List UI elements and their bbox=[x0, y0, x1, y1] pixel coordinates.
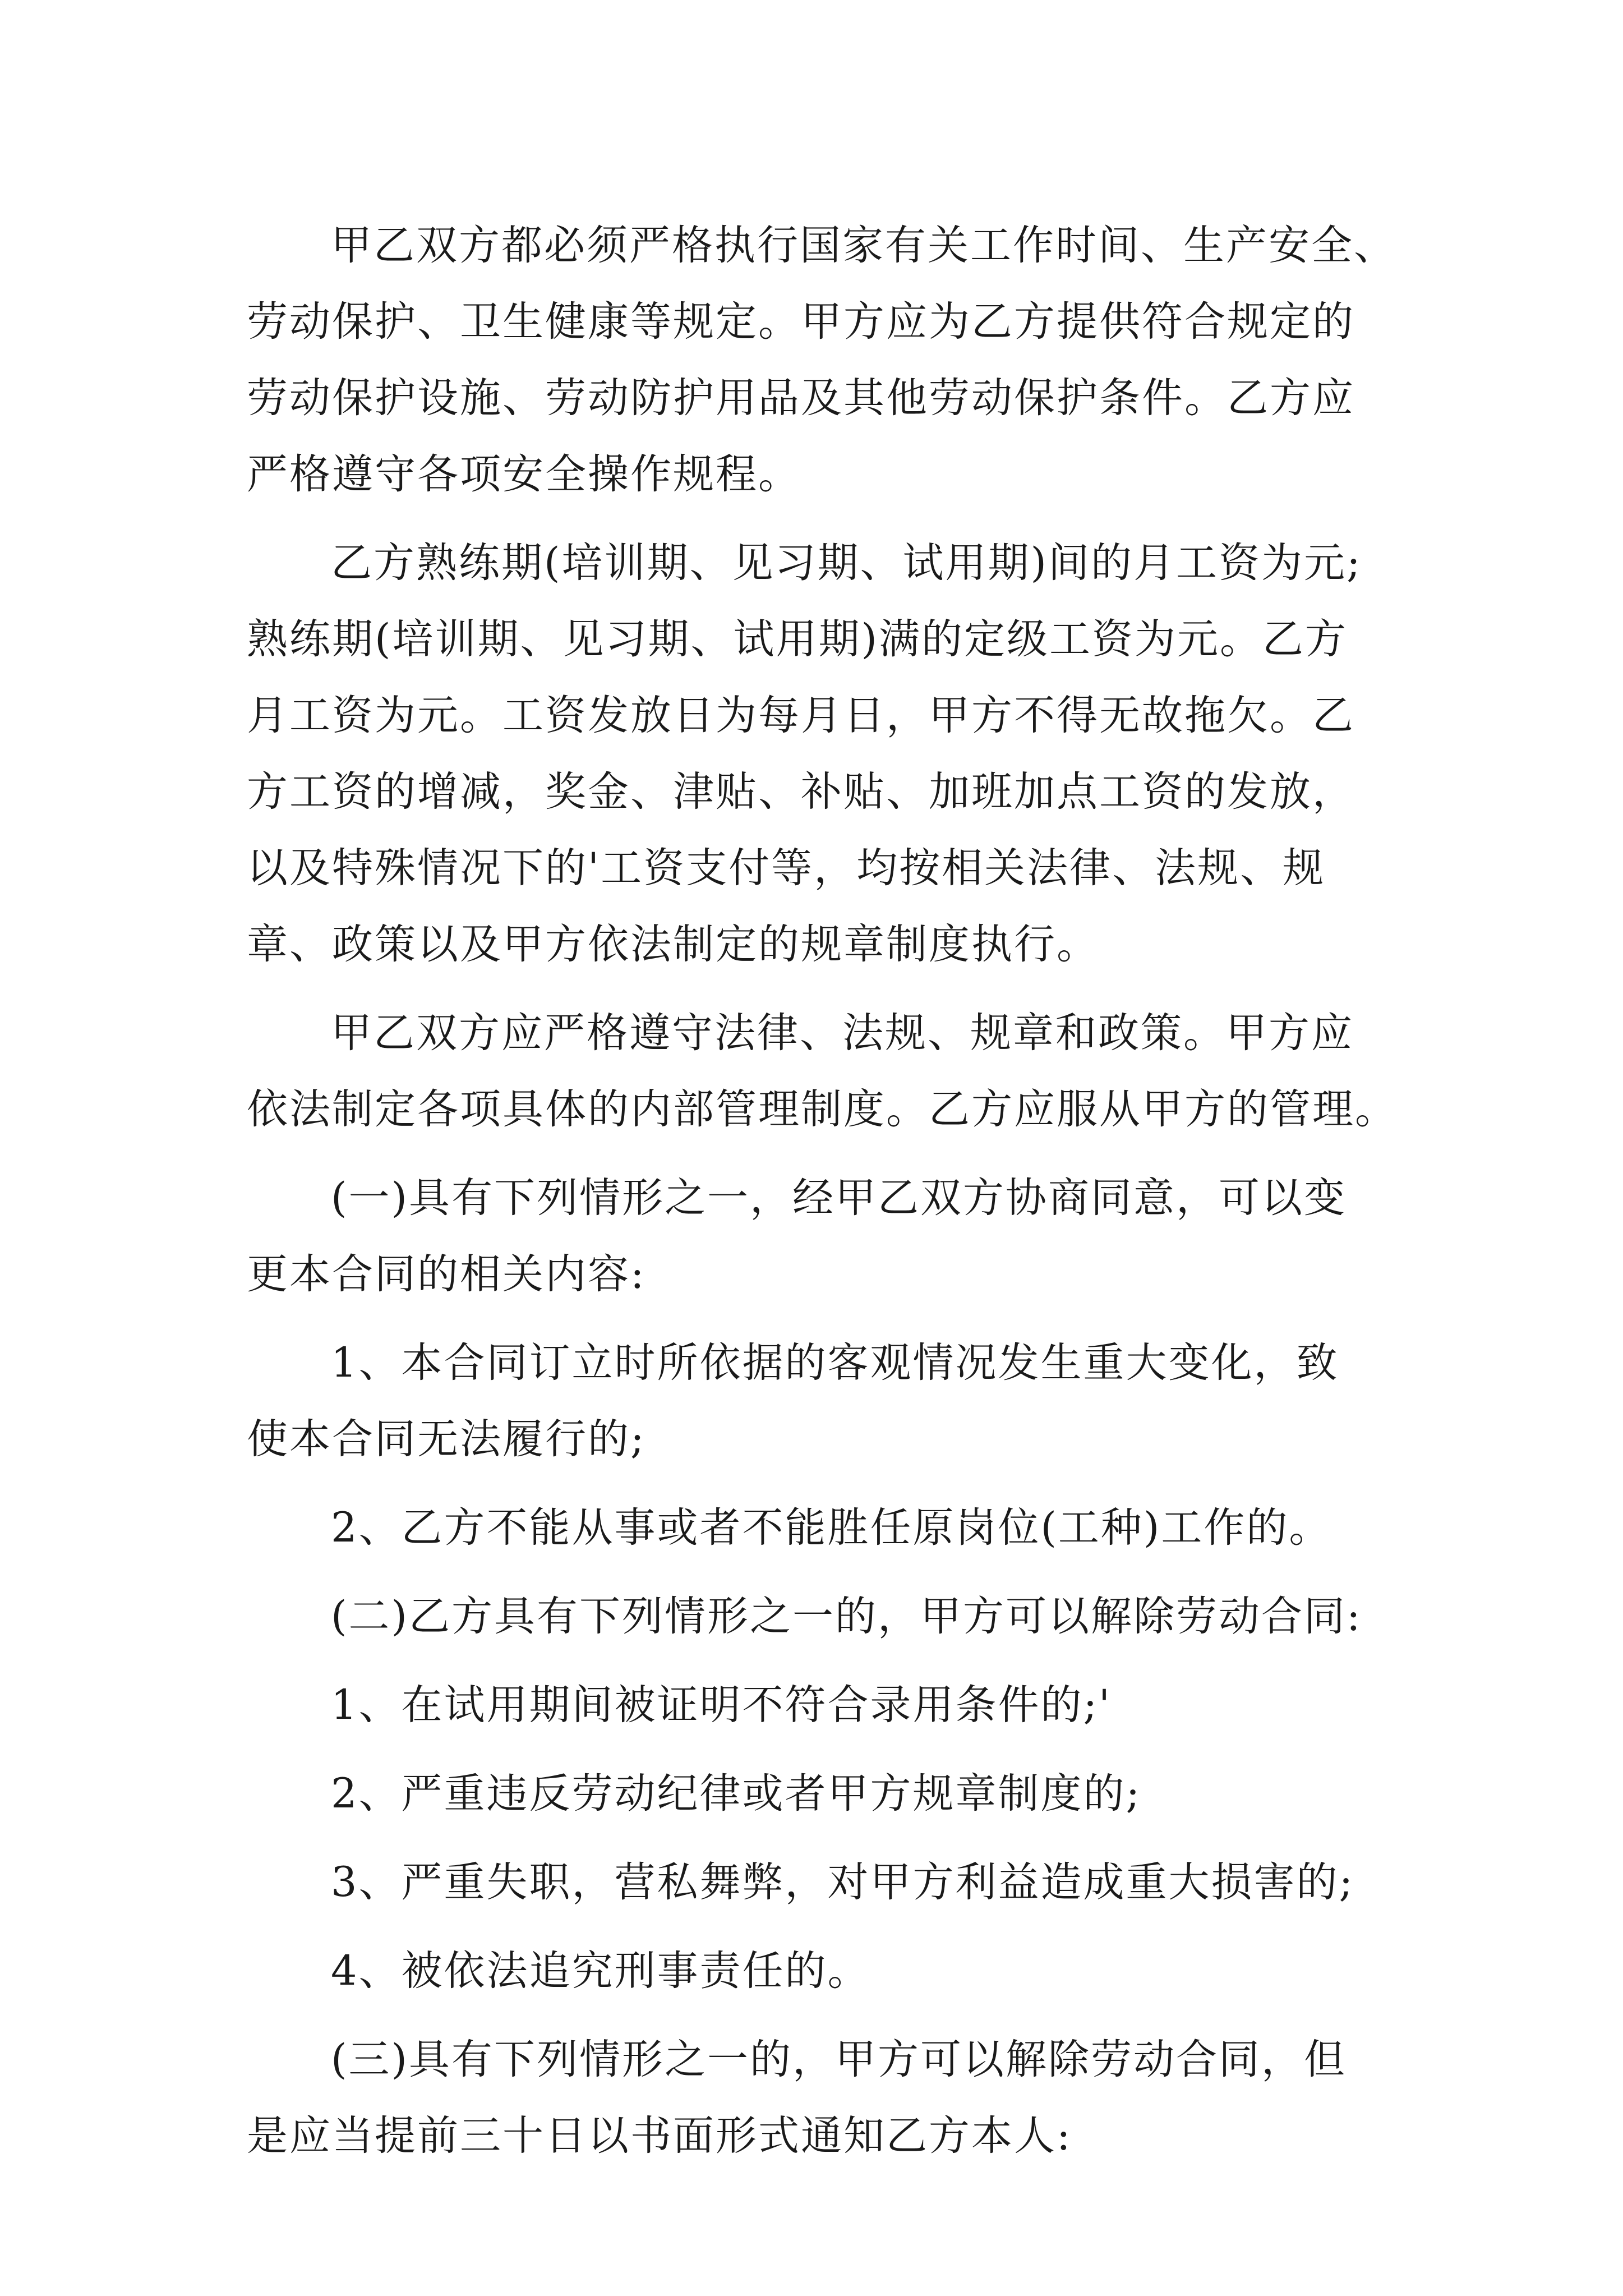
clause-1-item-1-line-1: 1、本合同订立时所依据的客观情况发生重大变化，致 bbox=[331, 1339, 1339, 1387]
paragraph-wages-line-1: 乙方熟练期(培训期、见习期、试用期)间的月工资为元; bbox=[331, 539, 1362, 587]
clause-3-line-2: 是应当提前三十日以书面形式通知乙方本人: bbox=[247, 2112, 1072, 2160]
paragraph-safety-line-1: 甲乙双方都必须严格执行国家有关工作时间、生产安全、 bbox=[331, 222, 1396, 269]
paragraph-wages-line-3: 月工资为元。工资发放日为每月日，甲方不得无故拖欠。乙 bbox=[247, 692, 1355, 739]
document-body bbox=[247, 208, 1398, 2174]
clause-2-item-3: 3、严重失职，营私舞弊，对甲方利益造成重大损害的; bbox=[331, 1858, 1355, 1906]
clause-1-item-2: 2、乙方不能从事或者不能胜任原岗位(工种)工作的。 bbox=[331, 1504, 1332, 1552]
paragraph-wages-line-2: 熟练期(培训期、见习期、试用期)满的定级工资为元。乙方 bbox=[247, 615, 1348, 663]
paragraph-safety-line-3: 劳动保护设施、劳动防护用品及其他劳动保护条件。乙方应 bbox=[247, 374, 1355, 422]
clause-2-item-2: 2、严重违反劳动纪律或者甲方规章制度的; bbox=[331, 1770, 1142, 1818]
clause-3-line-1: (三)具有下列情形之一的，甲方可以解除劳动合同，但 bbox=[331, 2036, 1347, 2083]
paragraph-rules-line-1: 甲乙双方应严格遵守法律、法规、规章和政策。甲方应 bbox=[331, 1009, 1354, 1057]
clause-1-line-2: 更本合同的相关内容: bbox=[247, 1250, 646, 1298]
paragraph-safety-line-4: 严格遵守各项安全操作规程。 bbox=[247, 450, 801, 498]
clause-1-item-1-line-2: 使本合同无法履行的; bbox=[247, 1415, 646, 1463]
paragraph-wages-line-6: 章、政策以及甲方依法制定的规章制度执行。 bbox=[247, 921, 1099, 968]
clause-1-line-1: (一)具有下列情形之一，经甲乙双方协商同意，可以变 bbox=[331, 1174, 1347, 1222]
clause-2-item-4: 4、被依法追究刑事责任的。 bbox=[331, 1947, 870, 1995]
paragraph-safety-line-2: 劳动保护、卫生健康等规定。甲方应为乙方提供符合规定的 bbox=[247, 298, 1355, 346]
clause-2-item-1: 1、在试用期间被证明不符合录用条件的;' bbox=[331, 1681, 1112, 1729]
clause-2-heading: (二)乙方具有下列情形之一的，甲方可以解除劳动合同: bbox=[331, 1593, 1362, 1640]
paragraph-wages-line-5: 以及特殊情况下的'工资支付等，均按相关法律、法规、规 bbox=[247, 844, 1326, 892]
paragraph-rules-line-2: 依法制定各项具体的内部管理制度。乙方应服从甲方的管理。 bbox=[247, 1085, 1398, 1133]
paragraph-wages-line-4: 方工资的增减，奖金、津贴、补贴、加班加点工资的发放， bbox=[247, 768, 1355, 816]
